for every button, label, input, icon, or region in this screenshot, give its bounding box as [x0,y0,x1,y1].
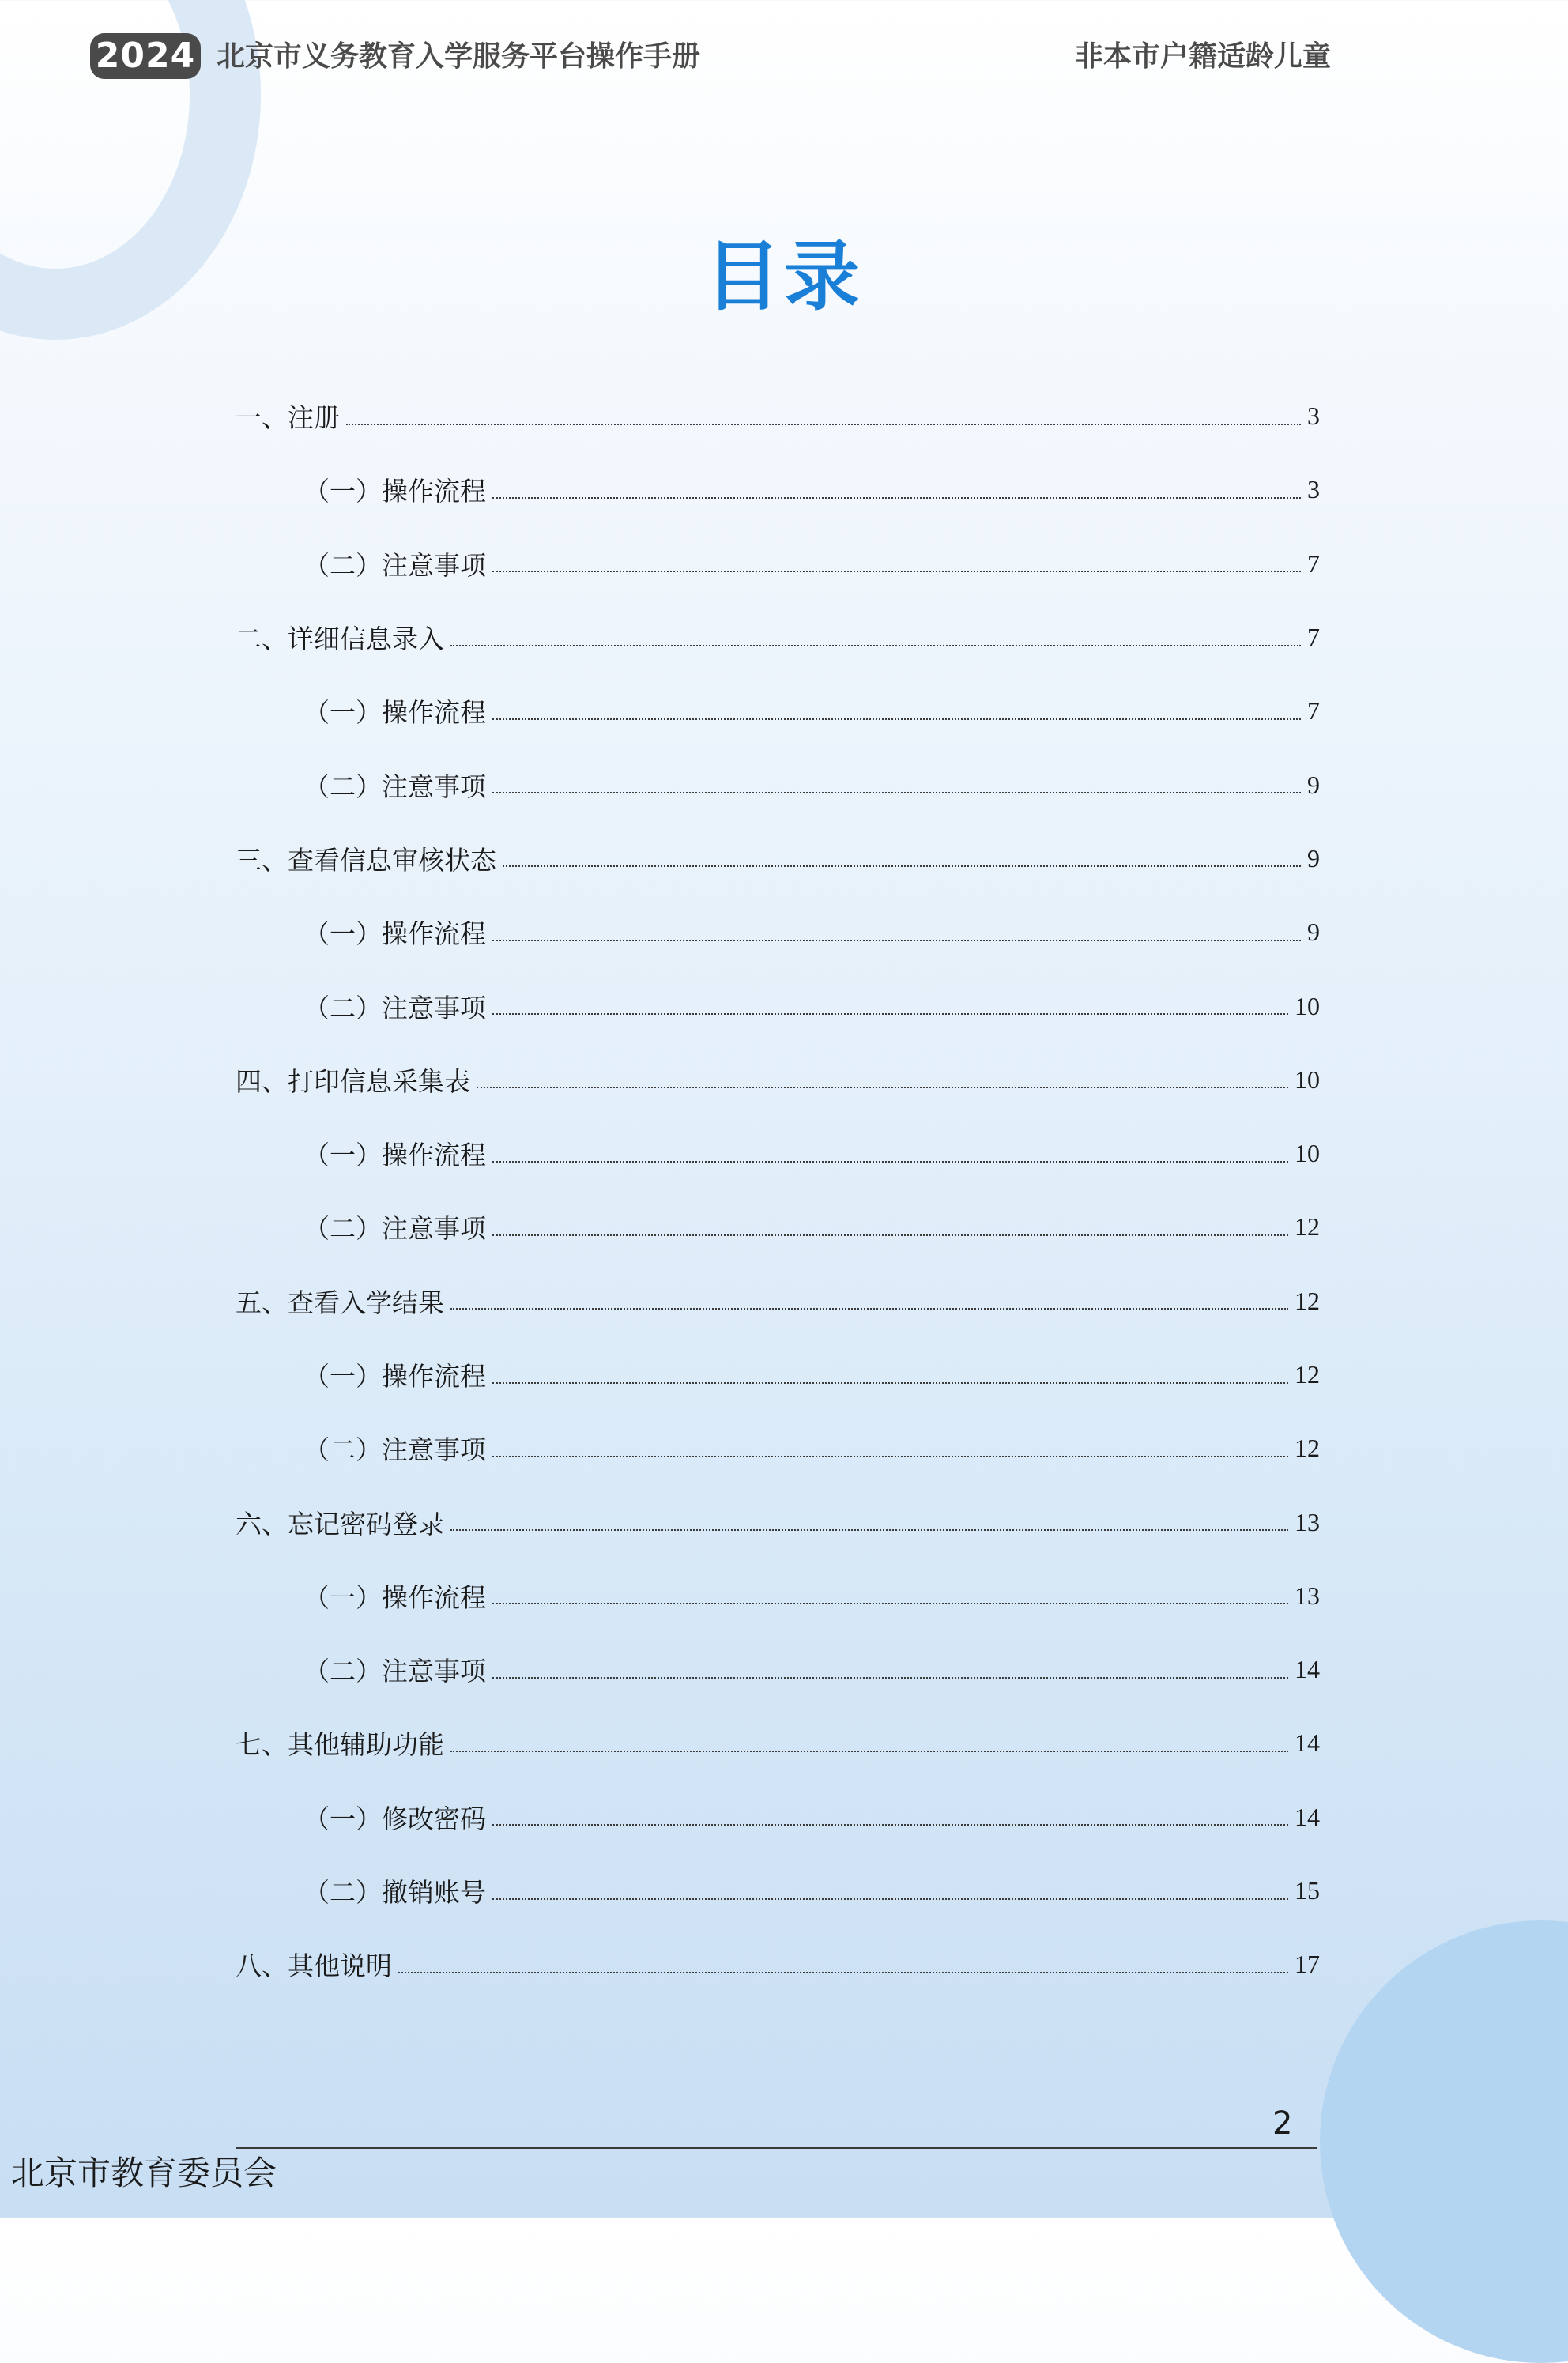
toc-entry-label: （二）注意事项 [303,1656,486,1687]
year-badge: 2024 [90,33,201,79]
toc-dot-leader [477,1087,1288,1088]
toc-page-number: 7 [1307,623,1320,652]
toc-dot-leader [492,718,1301,720]
toc-subentry[interactable] [236,1854,1320,1928]
table-of-contents [236,379,1320,2002]
toc-subentry[interactable] [236,748,1320,821]
toc-entry-label: （二）注意事项 [303,1434,486,1466]
toc-dot-leader [450,1308,1288,1310]
toc-page-number: 10 [1295,991,1320,1020]
toc-dot-leader [346,424,1301,425]
toc-page-number: 7 [1307,696,1320,725]
footer-organization: 北京市教育委员会 [11,2154,277,2192]
toc-page-number: 9 [1307,843,1320,872]
toc-entry[interactable] [236,1485,1320,1558]
toc-entry-label: （一）操作流程 [303,1361,486,1392]
toc-subentry[interactable] [236,527,1320,601]
toc-page-number: 13 [1295,1581,1320,1610]
toc-entry-label: （二）注意事项 [303,992,486,1023]
toc-entry-label: （二）注意事项 [303,1213,486,1245]
toc-subentry[interactable] [236,1190,1320,1264]
toc-dot-leader [492,792,1301,793]
toc-page-number: 9 [1307,770,1320,799]
toc-dot-leader [492,1161,1288,1163]
toc-dot-leader [492,1898,1288,1900]
toc-entry-label: 三、查看信息审核状态 [236,844,496,876]
toc-entry[interactable] [236,1264,1320,1338]
toc-entry[interactable] [236,1928,1320,2001]
toc-heading: 目录 [705,232,863,321]
toc-dot-leader [503,865,1301,867]
toc-subentry[interactable] [236,1117,1320,1190]
toc-entry[interactable] [236,822,1320,895]
toc-subentry[interactable] [236,453,1320,526]
toc-entry-label: 五、查看入学结果 [236,1287,444,1318]
toc-entry-label: 二、详细信息录入 [236,624,444,655]
toc-entry[interactable] [236,1706,1320,1780]
toc-page-number: 10 [1295,1139,1320,1168]
toc-dot-leader [492,1013,1288,1015]
toc-dot-leader [450,645,1301,646]
manual-title: 北京市义务教育入学服务平台操作手册 [217,40,701,73]
toc-page-number: 14 [1295,1655,1320,1684]
toc-entry-label: （二）撤销账号 [303,1877,486,1909]
toc-subentry[interactable] [236,969,1320,1042]
toc-entry[interactable] [236,379,1320,453]
toc-entry-label: （一）操作流程 [303,1581,486,1613]
toc-page-number: 3 [1307,401,1320,431]
toc-page-number: 17 [1295,1950,1320,1979]
toc-dot-leader [398,1972,1288,1973]
toc-page-number: 15 [1295,1876,1320,1905]
toc-subentry[interactable] [236,674,1320,748]
toc-dot-leader [492,497,1301,499]
footer-divider [236,2147,1317,2149]
toc-entry-label: 七、其他辅助功能 [236,1729,444,1761]
toc-dot-leader [450,1751,1288,1752]
page-header [0,33,1568,81]
toc-dot-leader [492,571,1301,572]
toc-dot-leader [450,1529,1288,1531]
toc-page-number: 3 [1307,475,1320,504]
toc-entry-label: （一）操作流程 [303,1140,486,1171]
toc-entry-label: 六、忘记密码登录 [236,1508,444,1540]
toc-page-number: 7 [1307,548,1320,578]
toc-page-number: 10 [1295,1065,1320,1094]
toc-page-number: 13 [1295,1507,1320,1536]
audience-label: 非本市户籍适龄儿童 [1074,40,1331,73]
toc-entry-label: （一）操作流程 [303,476,486,507]
toc-subentry[interactable] [236,895,1320,969]
toc-page-number: 12 [1295,1286,1320,1315]
toc-entry-label: 八、其他说明 [236,1950,392,1982]
toc-entry[interactable] [236,601,1320,674]
toc-entry-label: 四、打印信息采集表 [236,1065,470,1097]
toc-entry-label: （二）注意事项 [303,771,486,802]
decorative-circle-bottom-right [1320,1920,1568,2363]
toc-dot-leader [492,1382,1288,1384]
toc-entry-label: 一、注册 [236,402,340,434]
page-number: 2 [1272,2105,1293,2142]
toc-page-number: 12 [1295,1212,1320,1242]
toc-page-number: 9 [1307,918,1320,947]
toc-page-number: 14 [1295,1802,1320,1831]
toc-page-number: 14 [1295,1728,1320,1758]
toc-subentry[interactable] [236,1411,1320,1485]
toc-entry-label: （一）操作流程 [303,918,486,950]
toc-dot-leader [492,1824,1288,1826]
toc-page-number: 12 [1295,1434,1320,1463]
toc-entry-label: （一）修改密码 [303,1803,486,1834]
toc-dot-leader [492,940,1301,941]
toc-dot-leader [492,1234,1288,1236]
toc-entry-label: （二）注意事项 [303,549,486,581]
toc-dot-leader [492,1603,1288,1604]
toc-subentry[interactable] [236,1559,1320,1633]
toc-subentry[interactable] [236,1781,1320,1854]
toc-dot-leader [492,1677,1288,1679]
toc-entry[interactable] [236,1043,1320,1117]
toc-subentry[interactable] [236,1338,1320,1411]
toc-subentry[interactable] [236,1633,1320,1706]
toc-page-number: 12 [1295,1360,1320,1389]
toc-entry-label: （一）操作流程 [303,697,486,729]
toc-dot-leader [492,1456,1288,1457]
